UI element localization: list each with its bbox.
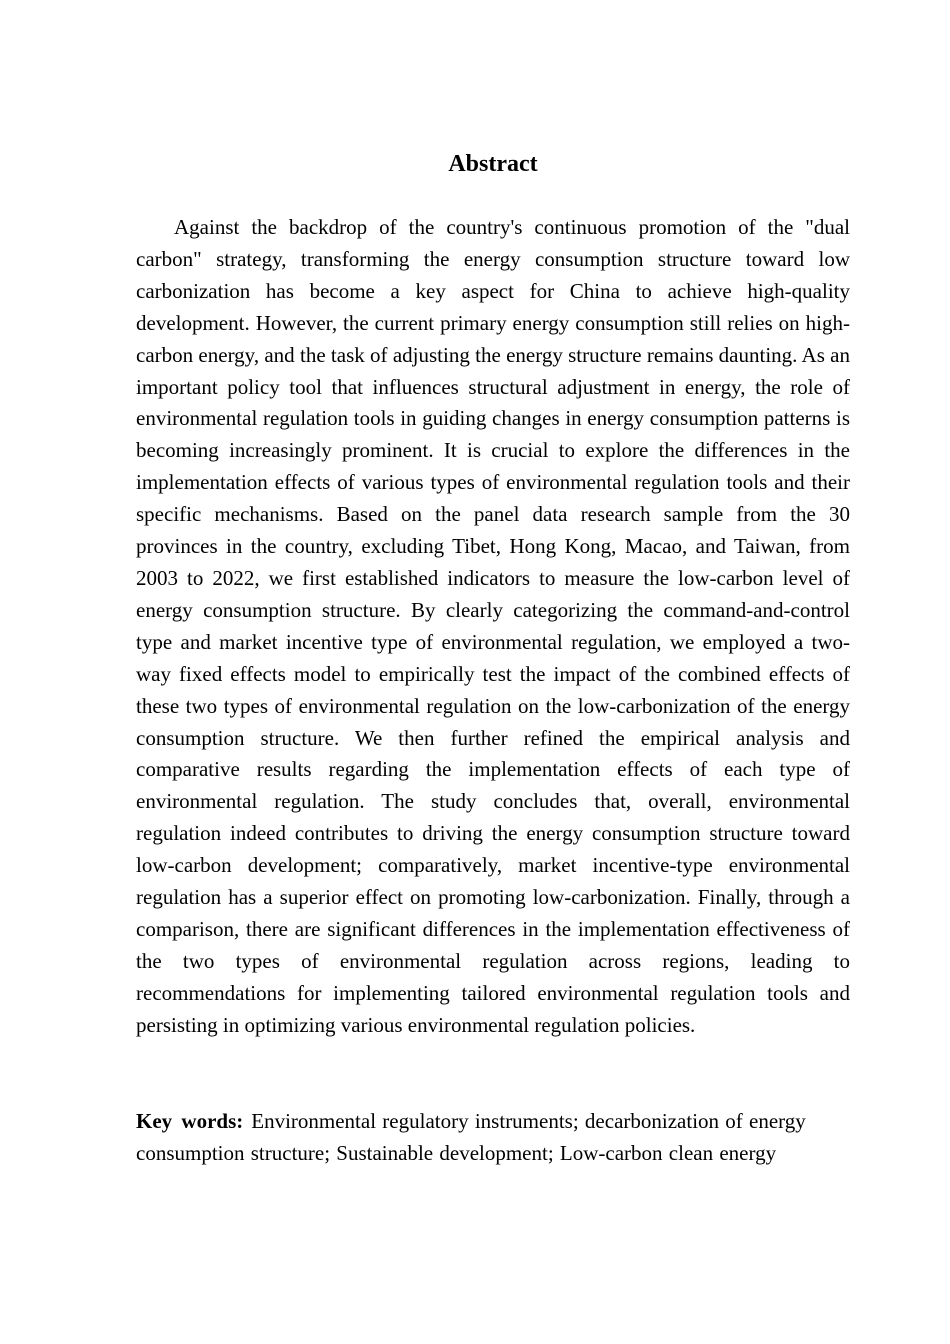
abstract-paragraph: Against the backdrop of the country's continuous promotion of the "dual carbon" strategy, transforming the energy consumption structure toward low carbonization has become a key aspect for China to achieve high-quality development. However, the current primary energy consumption still relies on high-carbon energy, and the task of adjusting the energy structure remains daunting. As an important policy tool that influences structural adjustment in energy, the role of environmental regulation tools in guiding changes in energy consumption patterns is becoming increasingly prominent. It is crucial to explore the differences in the implementation effects of various types of environmental regulation tools and their specific mechanisms. Based on the panel data research sample from the 30 provinces in the country, excluding Tibet, Hong Kong, Macao, and Taiwan, from 2003 to 2022, we first established indicators to measure the low-carbon level of energy consumption structure. By clearly categorizing the command-and-control type and market incentive type of environmental regulation, we employed a two-way fixed effects model to empirically test the impact of the combined effects of these two types of environmental regulation on the low-carbonization of the energy consumption structure. We then further refined the empirical analysis and comparative results regarding the implementation effects of each type of environmental regulation. The study concludes that, overall, environmental regulation indeed contributes to driving the energy consumption structure toward low-carbon development; comparatively, market incentive-type environmental regulation has a superior effect on promoting low-carbonization. Finally, through a comparison, there are significant differences in the implementation effectiveness of the two types of environmental regulation across regions, leading to recommendations for implementing tailored environmental regulation tools and persisting in optimizing various environmental regulation policies. [136,215,850,1037]
keywords-text: Environmental regulatory instruments; decarbonization of energy consumption structure; Sustainable development; Low-carbon clean energy [136,1109,806,1165]
keywords-line [136,1105,850,1169]
keywords-label: Key words: [136,1109,244,1133]
abstract-title: Abstract [448,151,538,177]
